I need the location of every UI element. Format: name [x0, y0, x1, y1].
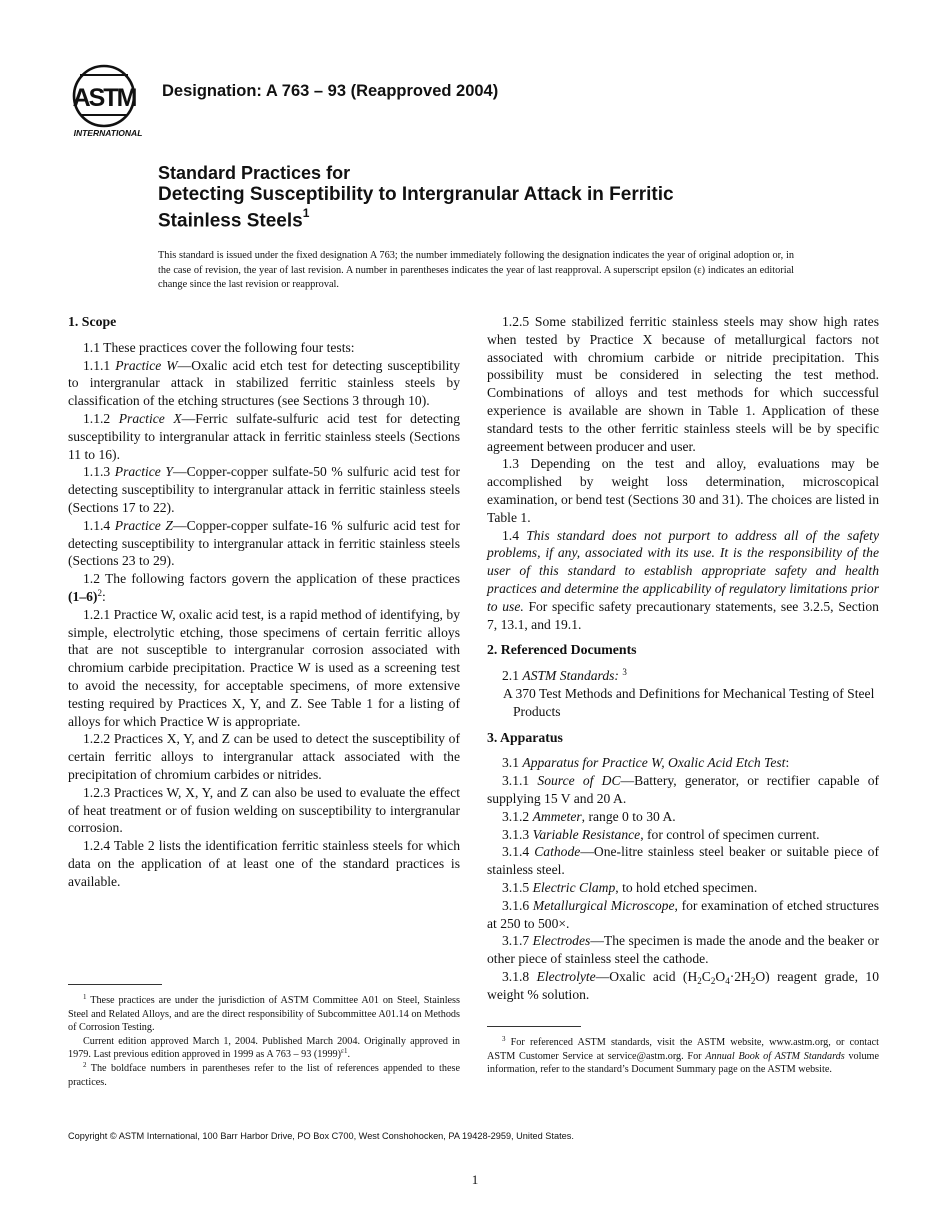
astm-logo: [66, 62, 152, 140]
para-3-1-2: 3.1.2 Ammeter, range 0 to 30 A.: [502, 808, 676, 824]
footnote-3: $^3$ For referenced ASTM standards, visit the ASTM website, www.astm.org, or contact ASTM Customer Service at service@astm.org. For Annual Book of ASTM Standards volume information, refer to the standard’s Document Summary page on the ASTM website.: [487, 1035, 880, 1076]
document-title: [158, 163, 858, 231]
logo-text: INTERNATIONAL: [73, 128, 143, 138]
para-1-3: 1.3 Depending on the test and alloy, evaluations may be accomplished by weight loss determination, microscopical examination, or bend test (Sections 30 and 31). The choices are listed in Table 1.: [487, 456, 879, 525]
title-footnote-mark: 1: [302, 206, 310, 220]
title-line-2: Detecting Susceptibility to Intergranular Attack in Ferritic: [158, 184, 674, 205]
left-column: [68, 313, 460, 891]
section-2-heading: 2. Referenced Documents: [487, 642, 637, 658]
section-1-heading: 1. Scope: [68, 314, 117, 329]
para-1-2-3: 1.2.3 Practices W, X, Y, and Z can also be used to evaluate the effect of heat treatment or of fusion welding on susceptibility to intergranular corrosion.: [68, 784, 460, 836]
designation: Designation: A 763 – 93 (Reapproved 2004): [162, 82, 499, 100]
para-1-1-1: 1.1.1 Practice W—Oxalic acid etch test for detecting susceptibility to intergranular attack in stabilized ferritic stainless steels by classification of the etching structures (see Sections 3 through 10).: [68, 357, 460, 409]
para-3-1-3: 3.1.3 Variable Resistance, for control of specimen current.: [502, 826, 820, 842]
right-column: [487, 313, 879, 1003]
footnote-divider-right: [487, 1026, 581, 1027]
section-3-heading: 3. Apparatus: [487, 729, 563, 745]
para-3-1-4: 3.1.4 Cathode—One-litre stainless steel beaker or suitable piece of stainless steel.: [487, 844, 880, 878]
svg-text:ASTM: ASTM: [72, 84, 136, 112]
issuance-statement: This standard is issued under the fixed designation A 763; the number immediately following the designation indicates the year of original adoption or, in the case of revision, the year of last revision. A number in parentheses indicates the year of last reapproval. A superscript epsilon (ε) indicates an editorial change since the last revision or reapproval.: [158, 250, 794, 291]
para-3-1-5: 3.1.5 Electric Clamp, to hold etched specimen.: [502, 879, 758, 895]
footnote-1-edition: Current edition approved March 1, 2004. Published March 2004. Originally approved in 1979. Last previous edition approved in 1999 as A 763 – 93 $(1999)^{\varepsilon 1}$.: [68, 1035, 460, 1061]
para-1-4: 1.4 This standard does not purport to address all of the safety problems, if any, associated with its use. It is the responsibility of the user of this standard to establish appropriate safety and health practices and determine the applicability of regulatory limitations prior to use. For specific safety precautionary statements, see 3.2.5, Section 7, 13.1, and 19.1.: [487, 527, 879, 632]
para-3-1-1: 3.1.1 Source of DC—Battery, generator, or rectifier capable of supplying 15 V and 20 A.: [487, 773, 880, 806]
footnotes-right: [487, 1036, 879, 1077]
page-number: 1: [471, 1172, 479, 1187]
para-1-1-3: 1.1.3 Practice Y—Copper-copper sulfate-50 % sulfuric acid test for detecting susceptibility to intergranular attack in ferritic stainless steels (Sections 17 to 22).: [68, 464, 460, 515]
title-line-3: Stainless Steels$^1$: [158, 206, 310, 232]
para-1-1-4: 1.1.4 Practice Z—Copper-copper sulfate-16 % sulfuric acid test for detecting susceptibility to intergranular attack in ferritic stainless steels (Sections 23 to 29).: [68, 517, 460, 569]
footnote-2: $^2$ The boldface numbers in parentheses refer to the list of references appended to these practices.: [68, 1060, 460, 1088]
para-1-2-4: 1.2.4 Table 2 lists the identification ferritic stainless steels for which data on the application of at least one of the standard practices is available.: [68, 838, 460, 889]
para-3-1: 3.1 Apparatus for Practice W, Oxalic Acid Etch Test:: [502, 755, 790, 771]
footnotes-left: [68, 994, 460, 1089]
copyright-notice: Copyright © ASTM International, 100 Barr Harbor Drive, PO Box C700, West Conshohocken, PA 19428-2959, United States.: [68, 1131, 574, 1141]
para-3-1-7: 3.1.7 Electrodes—The specimen is made the anode and the beaker or other piece of stainless steel the cathode.: [487, 933, 879, 967]
para-1-2-1: 1.2.1 Practice W, oxalic acid test, is a rapid method of identifying, by simple, electrolytic etching, those specimens of certain ferritic alloys that are not susceptible to intergranular corrosion associated with chromium carbide precipitation. Practice W is used as a screening test to avoid the necessity, for acceptable specimens, of more extensive testing required by Practices X, Y, and Z. See Table 1 for a listing of alloys for which Practice W is appropriate.: [68, 606, 460, 729]
footnote-divider-left: [68, 984, 162, 985]
para-2-1: 2.1 ASTM Standards: $^3$: [502, 667, 627, 684]
ref-a370: A 370 Test Methods and Definitions for Mechanical Testing of Steel Products: [503, 685, 875, 719]
para-3-1-8: 3.1.8 Electrolyte—Oxalic acid $(H_2C_2O_4\cdot 2H_2O)$ reagent grade, 10 weight % solution.: [487, 968, 879, 1002]
footnote-1: $^1$ These practices are under the jurisdiction of ASTM Committee A01 on Steel, Stainless Steel and Related Alloys, and are the direct responsibility of Subcommittee A01.14 on Methods of Corrosion Testing.: [68, 993, 460, 1034]
para-1-1: 1.1 These practices cover the following four tests:: [83, 339, 355, 355]
para-1-2: 1.2 The following factors govern the application of these practices $(1-6)^2$:: [68, 571, 460, 604]
para-1-1-2: 1.1.2 Practice X—Ferric sulfate-sulfuric acid test for detecting susceptibility to intergranular attack in ferritic stainless steels (Sections 11 to 16).: [68, 410, 460, 462]
para-3-1-6: 3.1.6 Metallurgical Microscope, for examination of etched structures at 250 to 500×.: [487, 897, 879, 931]
title-line-1: Standard Practices for: [158, 163, 351, 183]
para-1-2-2: 1.2.2 Practices X, Y, and Z can be used to detect the susceptibility of certain ferritic alloys to intergranular attack associated with the precipitation of chromium carbides or nitrides.: [68, 731, 460, 782]
para-1-2-5: 1.2.5 Some stabilized ferritic stainless steels may show high rates when tested by Practice X because of metallurgical factors not associated with chromium carbide or nitride precipitation. This possibility must be considered in selecting the test method. Combinations of alloys and test methods for which successful experience is available are shown in Table 1. Application of these standard tests to the other ferritic stainless steels will be by specific agreement between producer and user.: [487, 314, 879, 454]
